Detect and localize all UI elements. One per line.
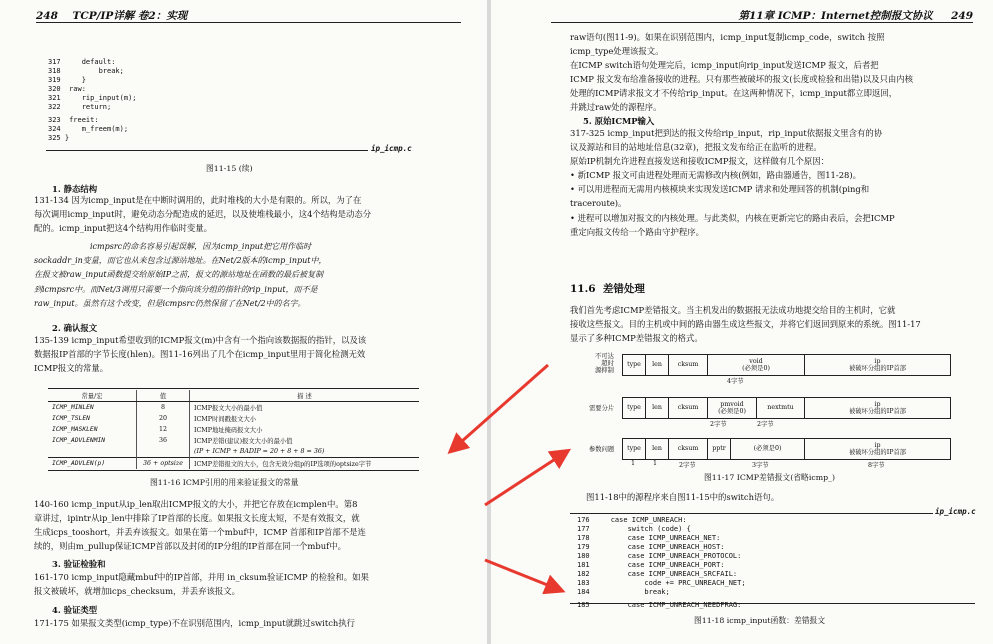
table-cell: ICMP报文大小的最小值 xyxy=(190,402,420,414)
code-line: 184 break; xyxy=(577,588,670,596)
p3-line: 章讲过，ipintr从ip_len中排除了IP首部的长度。如果报文长度太短，不是有效报文，就 xyxy=(34,513,360,524)
code-line: 321 rip_input(m); xyxy=(48,94,137,102)
s5-line: 重定向报文传给一个路由守护程序。 xyxy=(570,226,704,237)
size-4-bytes: 4字节 xyxy=(727,378,744,385)
table-cell: 36 + optsize xyxy=(137,458,190,470)
code-line: 322 return; xyxy=(48,103,112,111)
row2-label: 需要分片 xyxy=(589,405,615,412)
note-line: raw_input。虽然有这个改变，但是icmpsrc仍然保留了在Net/2中的名字。 xyxy=(34,298,306,308)
field-nextmtu: nextmtu xyxy=(757,398,805,418)
col-header-value: 值 xyxy=(137,390,190,402)
field-cksum: cksum xyxy=(669,355,708,375)
p3-line: 生成icps_tooshort，并丢弃该报文。如果在第一个mbuf中，ICMP 首部和IP首部不是连 xyxy=(34,527,366,538)
s2-line: ICMP报文的常量。 xyxy=(34,363,109,374)
r-p1-line: 并跳过raw处的源程序。 xyxy=(570,102,662,113)
table-cell: 8 xyxy=(137,402,190,414)
code-line: 323 freeit: xyxy=(48,116,99,124)
s5-line: 原始IP机制允许进程直接发送和接收ICMP报文，这样做有几个原因： xyxy=(570,156,829,167)
field-type: type xyxy=(623,355,646,375)
note-line: sockaddr_in变量，而它也从来包含过源站地址。在Net/2版本的icmp_input中， xyxy=(34,256,327,266)
s2-line: 数据报IP首部的字节长度(hlen)。图11-16列出了几个在icmp_input里用于简化检测无效 xyxy=(34,349,366,360)
s1-line: 131-134 因为icmp_input是在中断时调用的，此时堆栈的大小是有限的。所以，为了在 xyxy=(34,195,362,205)
size-2-bytes: 2字节 xyxy=(757,421,774,428)
fig-11-17-caption: 图11-17 ICMP差错报文(省略icmp_) xyxy=(704,473,836,482)
field-cksum: cksum xyxy=(669,398,708,418)
r-p1-line: ICMP 报文发布给准备接收的进程。只有那些被破坏的报文(长度或检验和出错)以及只由内核 xyxy=(570,74,913,85)
s5-line: • 进程可以增加对报文的内核处理。与此类似，内核在更新完它的路由表后，会把ICMP xyxy=(570,212,895,223)
fig-11-18-caption: 图11-18 icmp_input函数：差错报文 xyxy=(694,616,826,625)
field-len: len xyxy=(646,439,669,459)
row1-label-line: 超时 xyxy=(601,360,614,367)
r-p6-line: 接收这些报文。目的主机或中间的路由器生成这些报文，并将它们返回到原来的系统。图11-17 xyxy=(570,319,921,330)
field-cksum: cksum xyxy=(669,439,708,459)
size-1-byte: 1 xyxy=(653,460,658,467)
s3-line: 报文被破坏，就增加icps_checksum，并丢弃该报文。 xyxy=(34,586,241,597)
code-line: 318 break; xyxy=(48,67,124,75)
table-cell: ICMP时间戳报文大小 xyxy=(190,413,420,424)
fig-11-15-caption: 图11-15 (续) xyxy=(206,164,253,173)
p3-line: 140-160 icmp_input从ip_len取出ICMP报文的大小，并把它存放在icmplen中。第8 xyxy=(34,499,358,509)
field-type: type xyxy=(623,398,646,418)
fig-11-16-caption: 图11-16 ICMP引用的用来验证报文的常量 xyxy=(150,478,299,487)
table-cell: 36 xyxy=(137,435,190,446)
row1-label-line: 源抑制 xyxy=(595,367,614,374)
table-cell: ICMP差错(建议)报文大小的最小值 xyxy=(190,435,420,446)
field-ip: ip 被破坏分组的IP首部 xyxy=(848,441,907,456)
table-cell: ICMP_MINLEN xyxy=(52,404,94,411)
s5-line: 317-325 icmp_input把到达的报文传给rip_input，rip_input依据报文里含有的协 xyxy=(570,128,883,138)
table-cell: ICMP地址掩码报文大小 xyxy=(190,424,420,435)
size-2-bytes: 2字节 xyxy=(710,421,727,428)
table-cell: ICMP_ADVLENMIN xyxy=(52,437,106,444)
note-line: 到icmpsrc中。而Net/3调用只需要一个指向该分组的指针的rip_input，而不是 xyxy=(34,284,318,294)
code-line: 181 case ICMP_UNREACH_PORT: xyxy=(577,561,725,569)
col-header-const: 常量/宏 xyxy=(48,390,137,402)
field-ip: ip 被破坏分组的IP首部 xyxy=(848,400,907,415)
code-line: 176 case ICMP_UNREACH: xyxy=(577,516,687,524)
s5-line: 议及源站和目的站地址信息(32章)，把报文发布给正在监听的进程。 xyxy=(570,142,822,153)
code-line: 185 case ICMP_UNREACH_NEEDFRAG: xyxy=(577,601,742,609)
table-cell: 12 xyxy=(137,424,190,435)
s3-title: 3. 验证检验和 xyxy=(52,559,106,569)
field-len: len xyxy=(646,398,669,418)
size-2-bytes: 2字节 xyxy=(679,462,696,469)
size-8-bytes: 8字节 xyxy=(868,462,885,469)
field-pmvoid: pmvoid (必须是0) xyxy=(708,398,757,418)
left-code-filename: ip_icmp.c xyxy=(371,144,412,153)
table-cell: (IP + ICMP + BADIP = 20 + 8 + 8 = 36) xyxy=(190,446,420,458)
table-cell: ICMP差错报文的大小，包含无效分组p的IP选项的optsize字节 xyxy=(190,458,420,470)
s4-line: 171-175 如果报文类型(icmp_type)不在识别范围内，icmp_input就跳过switch执行 xyxy=(34,618,356,628)
code-line: 317 default: xyxy=(48,58,116,66)
size-1-byte: 1 xyxy=(631,460,636,467)
code-line: 325 } xyxy=(48,134,70,142)
field-type: type xyxy=(623,439,646,459)
col-header-desc: 描 述 xyxy=(190,390,420,402)
code-line: 183 code += PRC_UNREACH_NET; xyxy=(577,579,746,587)
field-len: len xyxy=(646,355,669,375)
s4-title: 4. 验证类型 xyxy=(52,605,98,615)
code-line: 182 case ICMP_UNREACH_SRCFAIL: xyxy=(577,570,738,578)
r-p1-line: raw语句(图11-9)。如果在识别范围内，icmp_input复制icmp_code，switch 按照 xyxy=(570,32,885,42)
r-p6-line: 显示了多种ICMP差错报文的格式。 xyxy=(570,333,703,344)
section-heading: 11.6 差错处理 xyxy=(570,283,645,295)
code-line: 320 raw: xyxy=(48,85,86,93)
s5-line: • 新ICMP 报文可由进程处理而无需修改内核(例如，路由器通告，图11-28)。 xyxy=(570,170,861,181)
code-line: 178 case ICMP_UNREACH_NET: xyxy=(577,534,721,542)
s3-line: 161-170 icmp_input隐藏mbuf中的IP首部，并用 in_cksum验证ICMP 的检验和。如果 xyxy=(34,572,369,582)
fig-11-18-intro: 图11-18中的源程序来自图11-15中的switch语句。 xyxy=(586,492,780,502)
left-header-text: 248 TCP/IP详解 卷2：实现 xyxy=(36,10,188,22)
s2-line: 135-139 icmp_input希望收到的ICMP报文(m)中含有一个指向该数据报的指针，以及该 xyxy=(34,335,367,345)
right-header-text: 第11章 ICMP：Internet控制报文协议 249 xyxy=(738,10,973,22)
code-line: 324 m_freem(m); xyxy=(48,125,129,133)
right-code-filename: ip_icmp.c xyxy=(935,507,976,516)
size-3-bytes: 3字节 xyxy=(752,462,769,469)
s1-title: 1. 静态结构 xyxy=(52,184,98,194)
note-line: 在报文被raw_input函数提交给原始IP之前，报文的源站地址在函数的最后被复制 xyxy=(34,270,324,280)
note-line: icmpsrc的命名容易引起误解，因为icmp_input把它用作临时 xyxy=(90,242,312,251)
s1-line: 每次调用icmp_input时，避免动态分配造成的延迟，以及使堆栈最小，这4个结构是动态分 xyxy=(34,209,372,220)
field-void: void (必须是0) xyxy=(708,355,805,375)
s5-line: traceroute)。 xyxy=(570,198,627,209)
table-cell: ICMP_MASKLEN xyxy=(52,426,98,433)
r-p6-line: 我们首先考虑ICMP差错报文。当主机发出的数据报无法成功地提交给目的主机时，它就 xyxy=(570,305,896,315)
s1-line: 配的。icmp_input把这4个结构用作临时变量。 xyxy=(34,223,213,234)
r-p1-line: icmp_type处理该报文。 xyxy=(570,46,664,57)
field-ip: ip 被破坏分组的IP首部 xyxy=(848,357,907,372)
r-p1-line: 处理的ICMP请求报文才不传给rip_input。在这两种情况下，icmp_input都立即返回， xyxy=(570,88,898,99)
table-cell: ICMP_ADVLEN(p) xyxy=(52,460,106,467)
code-line: 319 } xyxy=(48,76,86,84)
field-void: (必须是0) xyxy=(731,439,805,459)
field-pptr: pptr xyxy=(708,439,731,459)
arrow-to-code xyxy=(485,560,560,590)
code-line: 177 switch (code) { xyxy=(577,525,691,533)
arrow-to-table xyxy=(452,365,548,450)
p3-line: 续的，则由m_pullup保证ICMP首部以及封闭的IP分组的IP首部在同一个mbuf中。 xyxy=(34,541,346,552)
table-cell: 20 xyxy=(137,413,190,424)
r-p1-line: 在ICMP switch语句处理完后，icmp_input向rip_input发送ICMP 报文，后者把 xyxy=(570,60,879,71)
arrow-to-diagram xyxy=(485,452,566,505)
s5-title: 5. 原始ICMP输入 xyxy=(583,116,655,126)
s5-line: • 可以用进程而无需用内核模块来实现发送ICMP 请求和处理回答的机制(ping和 xyxy=(570,184,870,195)
row3-label: 参数问题 xyxy=(589,446,615,453)
s2-title: 2. 确认报文 xyxy=(52,323,98,333)
code-line: 179 case ICMP_UNREACH_HOST: xyxy=(577,543,725,551)
table-cell: ICMP_TSLEN xyxy=(52,415,90,422)
row1-label-line: 不可达 xyxy=(595,353,614,360)
code-line: 180 case ICMP_UNREACH_PROTOCOL: xyxy=(577,552,742,560)
